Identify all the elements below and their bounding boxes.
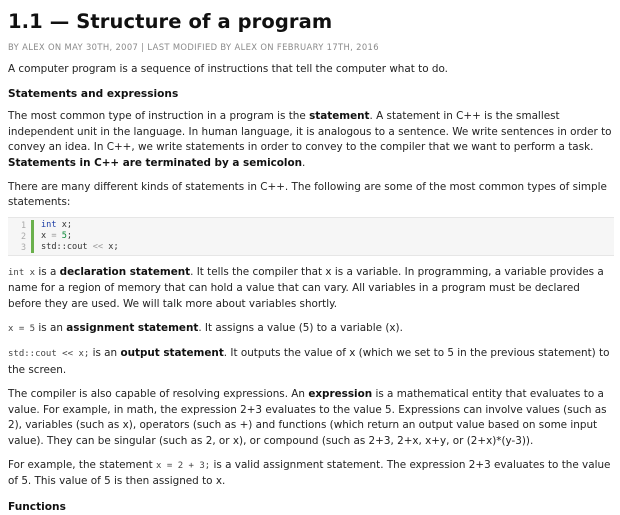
code-line: std::cout << x;: [41, 241, 119, 252]
page-title: 1.1 — Structure of a program: [8, 10, 333, 33]
code-line: int x;: [41, 219, 73, 230]
expression-term: expression: [308, 388, 373, 401]
article-byline: BY ALEX ON MAY 30TH, 2007 | LAST MODIFIED BY ALEX ON FEBRUARY 17TH, 2016: [8, 42, 379, 52]
declaration-paragraph: int x is a declaration statement. It tells the compiler that x is a variable. In programming, a variable provides a name for a region of memory that can hold a value that can vary. All variables in a program must be declared before they are used. We will talk more about variables shortly.: [8, 265, 604, 310]
assignment-term: assignment statement: [66, 322, 199, 335]
inline-code: x = 5: [8, 324, 36, 335]
statement-paragraph: The most common type of instruction in a program is the statement. A statement in C++ is the smallest independent unit in the language. In human language, it is analogous to a sentence. We write sentences in order to convey an idea. In C++, we write statements in order to convey to the compiler that we want to perform a task. Statements in C++ are terminated by a semicolon.: [8, 110, 612, 169]
section-heading-functions: Functions: [8, 500, 66, 513]
inline-code: int x: [8, 267, 36, 278]
example-paragraph: For example, the statement x = 2 + 3; is a valid assignment statement. The expression 2+3 evaluates to the value of 5. This value of 5 is then assigned to x.: [8, 458, 611, 488]
statement-term: statement: [309, 110, 370, 123]
assignment-paragraph: x = 5 is an assignment statement. It assigns a value (5) to a variable (x).: [8, 322, 403, 335]
code-block[interactable]: [8, 217, 614, 256]
statement-types-paragraph: There are many different kinds of statements in C++. The following are some of the most common types of simple statements:: [8, 181, 607, 209]
code-line: x = 5;: [41, 230, 73, 241]
line-number: 1: [20, 219, 26, 230]
semicolon-rule: Statements in C++ are terminated by a semicolon: [8, 156, 303, 169]
line-number: 3: [20, 241, 26, 252]
section-heading-statements: Statements and expressions: [8, 88, 179, 101]
intro-paragraph: A computer program is a sequence of instructions that tell the computer what to do.: [8, 63, 448, 75]
line-number: 2: [20, 230, 26, 241]
inline-code: std::cout << x;: [8, 349, 90, 360]
inline-code: x = 2 + 3;: [156, 460, 211, 471]
output-paragraph: std::cout << x; is an output statement. It outputs the value of x (which we set to 5 in the previous statement) to the screen.: [8, 347, 610, 376]
code-lines: [34, 220, 119, 253]
line-number-gutter: [8, 220, 34, 253]
output-term: output statement: [120, 347, 224, 360]
declaration-term: declaration statement: [59, 265, 191, 278]
expression-paragraph: The compiler is also capable of resolving expressions. An expression is a mathematical entity that evaluates to a value. For example, in math, the expression 2+3 evaluates to the value 5. Expressions can involve values (such as 2), variables (such as x), operators (such as +) and functions (which return an output value based on some input value). They can be singular (such as 2, or x), or compound (such as 2+3, 2+x, x+y, or (2+x)*(y-3)).: [8, 388, 607, 447]
